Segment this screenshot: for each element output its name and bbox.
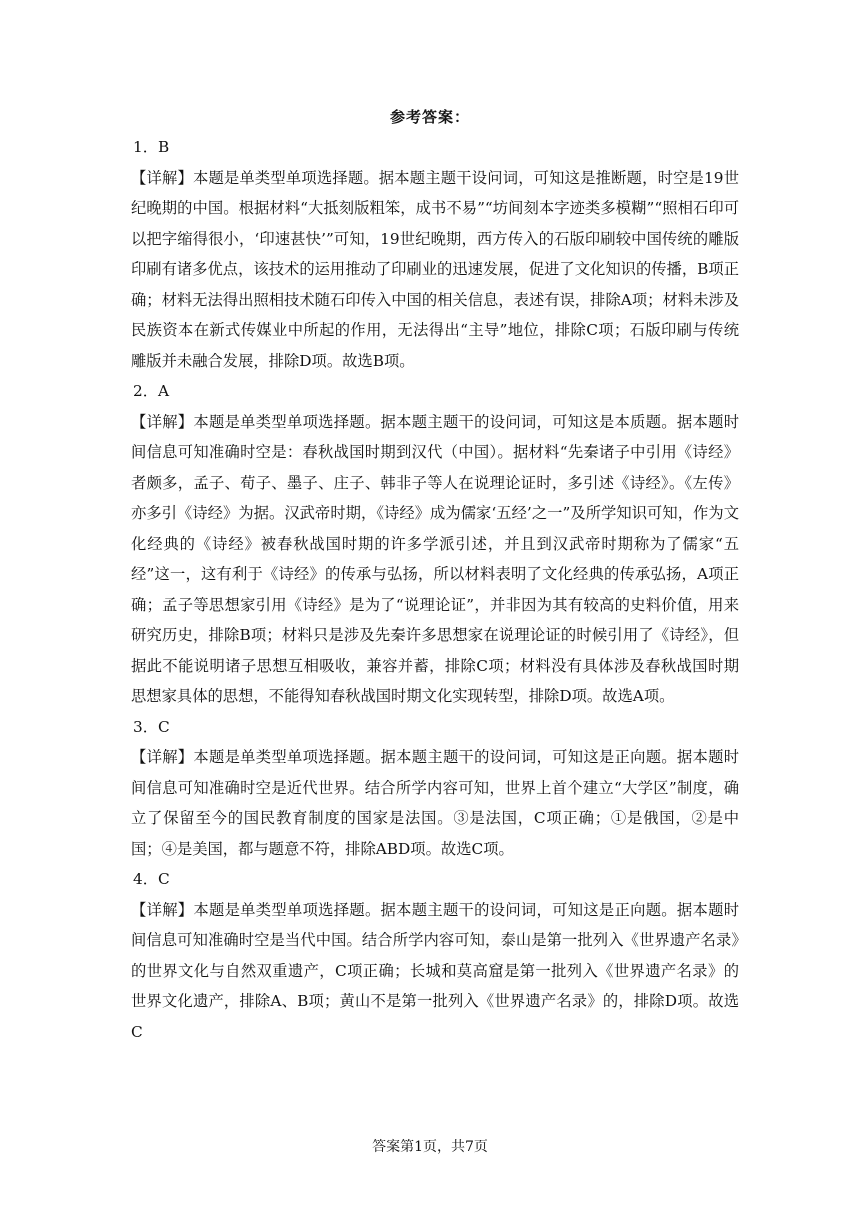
answer-item bbox=[131, 132, 739, 376]
answer-item bbox=[131, 376, 739, 712]
answer-item bbox=[131, 712, 739, 865]
question-number: 4．C bbox=[133, 870, 170, 888]
answer-explanation: 【详解】本题是单类型单项选择题。据本题主题干的设问词，可知这是本质题。据本题时间信息可知准确时空是：春秋战国时期到汉代（中国）。据材料“先秦诸子中引用《诗经》者颇多，孟子、荀子、墨子、庄子、韩非子等人在说理论证时，多引述《诗经》。《左传》亦多引《诗经》为据。汉武帝时期，《诗经》成为儒家‘五经’之一”及所学知识可知，作为文化经典的《诗经》被春秋战国时期的许多学派引述，并且到汉武帝时期称为了儒家“五经”这一，这有利于《诗经》的传承与弘扬，所以材料表明了文化经典的传承弘扬，A项正确；孟子等思想家引用《诗经》是为了“说理论证”，并非因为其有较高的史料价值，用来研究历史，排除B项；材料只是涉及先秦许多思想家在说理论证的时候引用了《诗经》，但据此不能说明诸子思想互相吸收，兼容并蓄，排除C项；材料没有具体涉及春秋战国时期思想家具体的思想，不能得知春秋战国时期文化实现转型，排除D项。故选A项。 bbox=[131, 412, 739, 705]
question-number: 3．C bbox=[133, 717, 170, 736]
answer-explanation: 【详解】本题是单类型单项选择题。据本题主题干的设问词，可知这是正向题。据本题时间信息可知准确时空是当代中国。结合所学内容可知，泰山是第一批列入《世界遗产名录》的世界文化与自然双重遗产，C项正确；长城和莫高窟是第一批列入《世界遗产名录》的世界文化遗产，排除A、B项；黄山不是第一批列入《世界遗产名录》的，排除D项。故选C bbox=[131, 900, 739, 1041]
question-number: 1．B bbox=[133, 138, 170, 156]
answer-explanation: 【详解】本题是单类型单项选择题。据本题主题干设问词，可知这是推断题，时空是19世纪晚期的中国。根据材料“大抵刻版粗笨，成书不易”“坊间刻本字迹类多模糊”“照相石印可以把字缩得很小，‘印速甚快’”可知，19世纪晚期，西方传入的石版印刷较中国传统的雕版印刷有诸多优点，该技术的运用推动了印刷业的迅速发展，促进了文化知识的传播，B项正确；材料无法得出照相技术随石印传入中国的相关信息，表述有误，排除A项；材料未涉及民族资本在新式传媒业中所起的作用，无法得出“主导”地位，排除C项；石版印刷与传统雕版并未融合发展，排除D项。故选B项。 bbox=[131, 168, 739, 370]
answer-item bbox=[131, 864, 739, 1047]
answer-list bbox=[131, 132, 739, 1047]
answer-explanation: 【详解】本题是单类型单项选择题。据本题主题干的设问词，可知这是正向题。据本题时间信息可知准确时空是近代世界。结合所学内容可知，世界上首个建立“大学区”制度，确立了保留至今的国民教育制度的国家是法国。③是法国，C项正确；①是俄国，②是中国；④是美国，都与题意不符，排除ABD项。故选C项。 bbox=[131, 748, 739, 858]
page-title: 参考答案： bbox=[389, 108, 470, 126]
page-footer: 答案第1页，共7页 bbox=[372, 1139, 488, 1155]
question-number: 2．A bbox=[133, 382, 170, 400]
